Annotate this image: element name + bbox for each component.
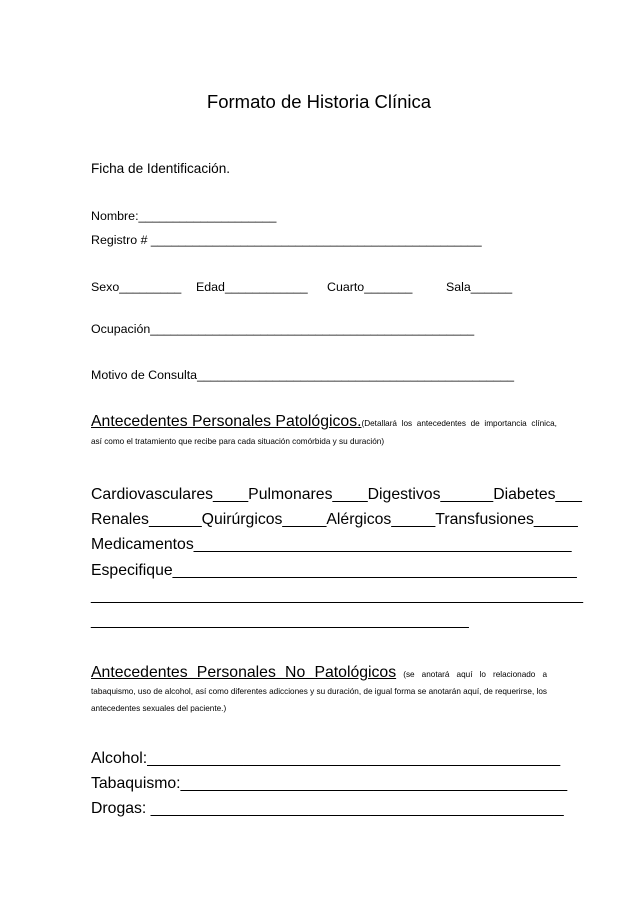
sexo-field: Sexo_________ xyxy=(91,280,182,294)
no-patologicos-heading: Antecedentes Personales No Patológicos xyxy=(91,664,397,681)
blank-line-2: ___________________________________________ xyxy=(91,612,469,629)
document-title: Formato de Historia Clínica xyxy=(206,91,432,112)
motivo-consulta-field: Motivo de Consulta______________________________________________ xyxy=(91,368,515,382)
patologicos-line-1: Cardiovasculares____Pulmonares____Digestivos______Diabetes___ xyxy=(91,486,582,503)
ocupacion-field: Ocupación_______________________________________________ xyxy=(91,322,475,336)
no-patologicos-note: (se anotará aquí lo relacionado a tabaquismo, uso de alcohol, así como diferentes adicciones y su duración, de igual forma se anotarán aquí, de requerirse, los antecedentes sexuales del paciente.) xyxy=(91,670,547,713)
patologicos-heading: Antecedentes Personales Patológicos. xyxy=(91,413,362,430)
drogas-field: Drogas: _______________________________________________ xyxy=(91,800,564,817)
edad-field: Edad____________ xyxy=(196,280,308,294)
cuarto-field: Cuarto_______ xyxy=(327,280,413,294)
medicamentos-field: Medicamentos___________________________________________ xyxy=(91,536,572,553)
blank-line-1: ________________________________________________________ xyxy=(91,587,583,604)
patologicos-heading-line xyxy=(91,413,557,431)
nombre-field: Nombre:____________________ xyxy=(91,209,277,223)
alcohol-field: Alcohol:_______________________________________________ xyxy=(91,750,561,767)
patologicos-line-2: Renales______Quirúrgicos_____Alérgicos_____Transfusiones_____ xyxy=(91,511,578,528)
patologicos-note-part1: (Detallará los antecedentes de importancia clínica, xyxy=(361,419,557,428)
patologicos-note-part2: así como el tratamiento que recibe para cada situación comórbida y su duración) xyxy=(91,437,385,446)
no-patologicos-block xyxy=(91,664,547,717)
especifique-field: Especifique______________________________________________ xyxy=(91,562,577,579)
registro-field: Registro # ________________________________________________ xyxy=(91,233,482,247)
tabaquismo-field: Tabaquismo:____________________________________________ xyxy=(91,775,568,792)
ficha-heading: Ficha de Identificación. xyxy=(91,161,231,176)
sala-field: Sala______ xyxy=(446,280,513,294)
